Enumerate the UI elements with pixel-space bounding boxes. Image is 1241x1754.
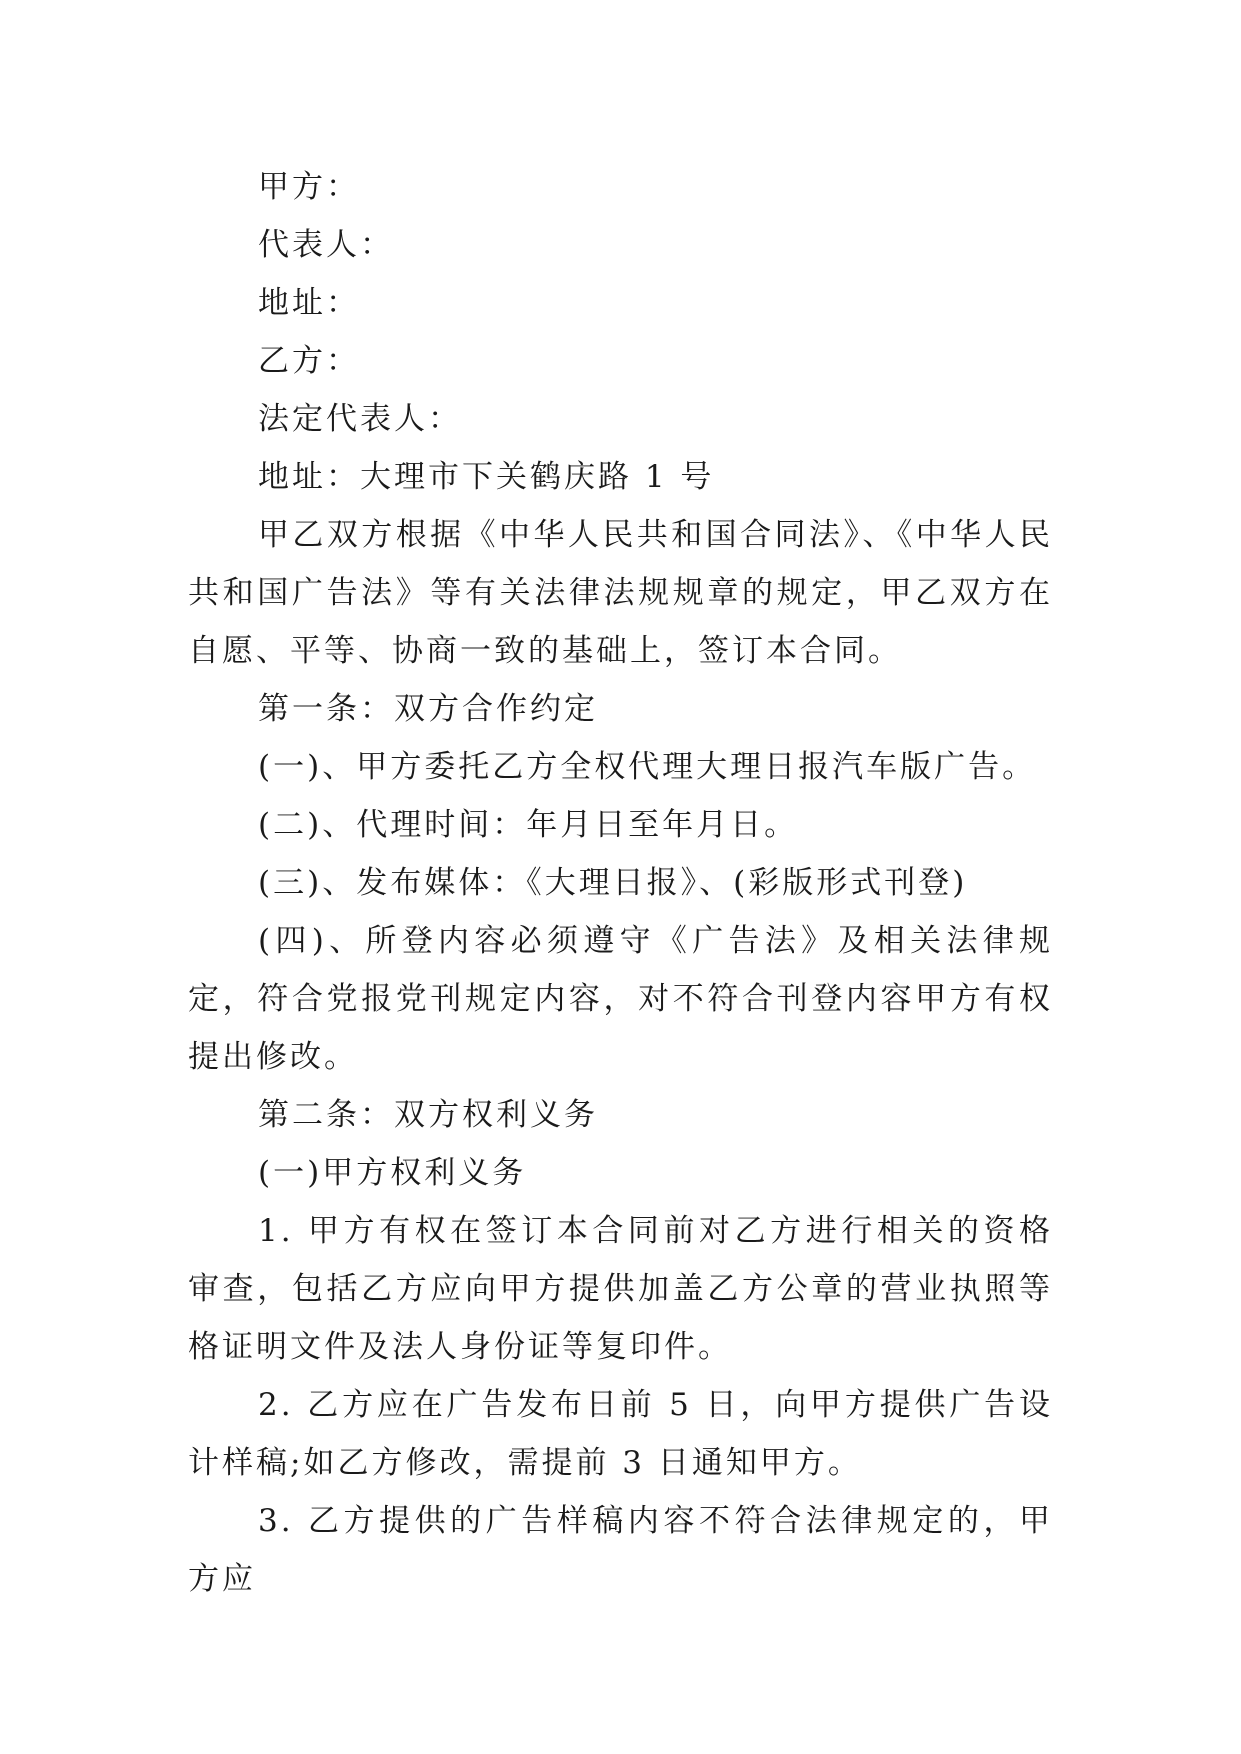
article1-item3: (三)、发布媒体：《大理日报》、(彩版形式刊登): [258, 865, 968, 901]
party-a-address-line: 地址：: [258, 285, 360, 321]
article2-clause2: 2. 乙方应在广告发布日前 5 日，向甲方提供广告设计样稿;如乙方修改，需提前 3 日通知甲方。: [188, 1387, 1053, 1481]
article1-item4: (四)、所登内容必须遵守《广告法》及相关法律规定，符合党报党刊规定内容，对不符合刊登内容甲方有权提出修改。: [188, 923, 1053, 1075]
article1-item1: (一)、甲方委托乙方全权代理大理日报汽车版广告。: [258, 749, 1037, 785]
legal-representative-line: 法定代表人：: [258, 401, 462, 437]
party-a-line: 甲方：: [258, 169, 360, 205]
article2-clause3: 3. 乙方提供的广告样稿内容不符合法律规定的，甲方应: [188, 1503, 1053, 1597]
party-b-address-line: 地址：大理市下关鹤庆路 1 号: [258, 459, 715, 495]
article2-section1-title: (一)甲方权利义务: [258, 1155, 527, 1191]
article1-item2: (二)、代理时间：年月日至年月日。: [258, 807, 799, 843]
article1-title: 第一条：双方合作约定: [258, 691, 598, 727]
article2-clause1: 1. 甲方有权在签订本合同前对乙方进行相关的资格审查，包括乙方应向甲方提供加盖乙方公章的营业执照等格证明文件及法人身份证等复印件。: [188, 1213, 1053, 1365]
representative-line: 代表人：: [258, 227, 394, 263]
document-body: [188, 158, 1053, 1608]
article2-title: 第二条：双方权利义务: [258, 1097, 598, 1133]
party-b-line: 乙方：: [258, 343, 360, 379]
preamble-paragraph: 甲乙双方根据《中华人民共和国合同法》、《中华人民共和国广告法》等有关法律法规规章的规定，甲乙双方在自愿、平等、协商一致的基础上，签订本合同。: [188, 517, 1053, 669]
